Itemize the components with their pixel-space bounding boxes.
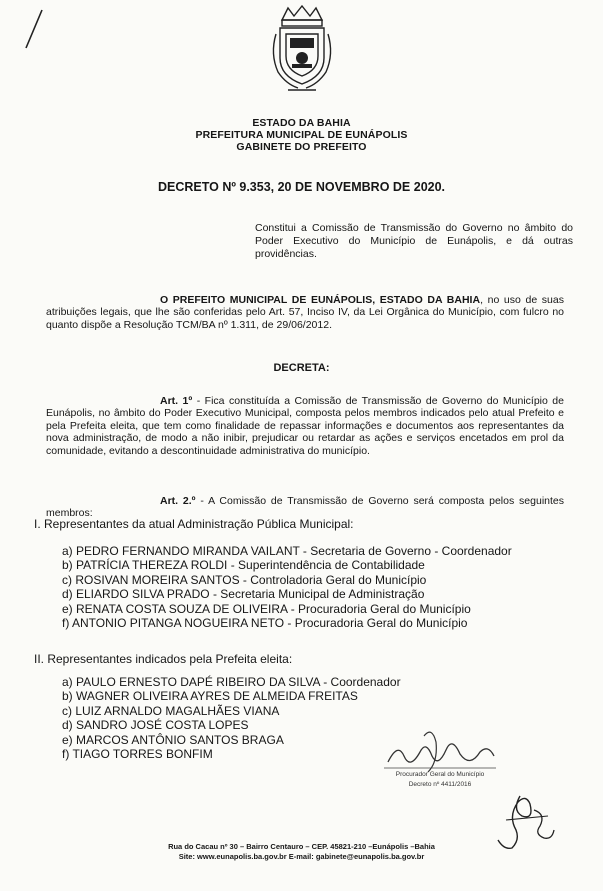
list-item: d) SANDRO JOSÉ COSTA LOPES bbox=[62, 718, 249, 733]
decree-summary: Constitui a Comissão de Transmissão do Governo no âmbito do Poder Executivo do Município de Eunápolis, e dá outras providências. bbox=[255, 222, 573, 260]
stamp-decree: Decreto nº 4411/2016 bbox=[408, 781, 472, 788]
list-item: e) RENATA COSTA SOUZA DE OLIVEIRA - Procuradoria Geral do Município bbox=[62, 601, 471, 616]
preamble-text: , no uso de suas atribuições legais, que lhe são conferidas pelo Art. 57, Inciso IV, da Lei Orgânica do Município, com fulcro no quanto dispõe a Resolução TCM/BA nº 1.311, de 29/06/2012. bbox=[46, 294, 564, 331]
article-2-label: Art. 2.º bbox=[160, 495, 196, 507]
list-item: f) TIAGO TORRES BONFIM bbox=[62, 747, 213, 762]
corner-pen-mark bbox=[22, 8, 46, 52]
header-office: GABINETE DO PREFEITO bbox=[236, 141, 367, 153]
preamble-authority: O PREFEITO MUNICIPAL DE EUNÁPOLIS, ESTADO DA BAHIA bbox=[160, 294, 481, 306]
footer-address: Rua do Cacau nº 30 – Bairro Centauro – CEP. 45821-210 –Eunápolis –Bahia bbox=[168, 842, 435, 851]
footer-contact: Site: www.eunapolis.ba.gov.br E-mail: gabinete@eunapolis.ba.gov.br bbox=[178, 852, 425, 861]
list-item: c) ROSIVAN MOREIRA SANTOS - Controladoria Geral do Município bbox=[62, 572, 427, 587]
article-1-text: - Fica constituída a Comissão de Transmissão de Governo do Município de Eunápolis, no âmbito do Poder Executivo Municipal, composta pelos membros indicados pelo atual Prefeito e pela Prefeita eleita, que tem como finalidade de repassar informações e documentos aos representantes da nova administração, de modo a não inibir, prejudicar ou retardar as ações e serviços encetados em prol da comunidade, evitando a descontinuidade administrativa do município. bbox=[46, 395, 564, 457]
signature-stamp bbox=[380, 722, 500, 796]
article-1 bbox=[46, 395, 564, 457]
header-state: ESTADO DA BAHIA bbox=[252, 117, 351, 129]
list-item: c) LUIZ ARNALDO MAGALHÃES VIANA bbox=[62, 703, 280, 718]
list-item: d) ELIARDO SILVA PRADO - Secretaria Municipal de Administração bbox=[62, 587, 425, 602]
list-item: a) PAULO ERNESTO DAPÉ RIBEIRO DA SILVA - Coordenador bbox=[62, 675, 401, 689]
section-2-list bbox=[62, 675, 401, 761]
preamble-paragraph bbox=[46, 294, 564, 331]
list-item: b) PATRÍCIA THEREZA ROLDI - Superintendência de Contabilidade bbox=[62, 558, 425, 573]
section-1-list bbox=[62, 544, 512, 630]
list-item: f) ANTONIO PITANGA NOGUEIRA NETO - Procuradoria Geral do Município bbox=[62, 616, 468, 631]
article-2-text: - A Comissão de Transmissão de Governo será composta pelos seguintes membros: bbox=[46, 495, 565, 520]
stamp-role: Procurador Geral do Município bbox=[395, 771, 485, 778]
decree-title: DECRETO Nº 9.353, 20 DE NOVEMBRO DE 2020. bbox=[157, 180, 446, 194]
municipal-coat-of-arms-icon bbox=[268, 4, 336, 94]
list-item: e) MARCOS ANTÔNIO SANTOS BRAGA bbox=[62, 732, 284, 747]
decreta-heading: DECRETA: bbox=[273, 362, 330, 374]
header-prefecture: PREFEITURA MUNICIPAL DE EUNÁPOLIS bbox=[195, 129, 408, 141]
list-item: b) WAGNER OLIVEIRA AYRES DE ALMEIDA FREITAS bbox=[62, 689, 358, 704]
section-2-heading: II. Representantes indicados pela Prefeita eleita: bbox=[34, 652, 293, 666]
section-1-heading: I. Representantes da atual Administração Pública Municipal: bbox=[34, 517, 354, 531]
list-item: a) PEDRO FERNANDO MIRANDA VAILANT - Secretaria de Governo - Coordenador bbox=[62, 544, 512, 558]
article-1-label: Art. 1º bbox=[160, 395, 193, 407]
